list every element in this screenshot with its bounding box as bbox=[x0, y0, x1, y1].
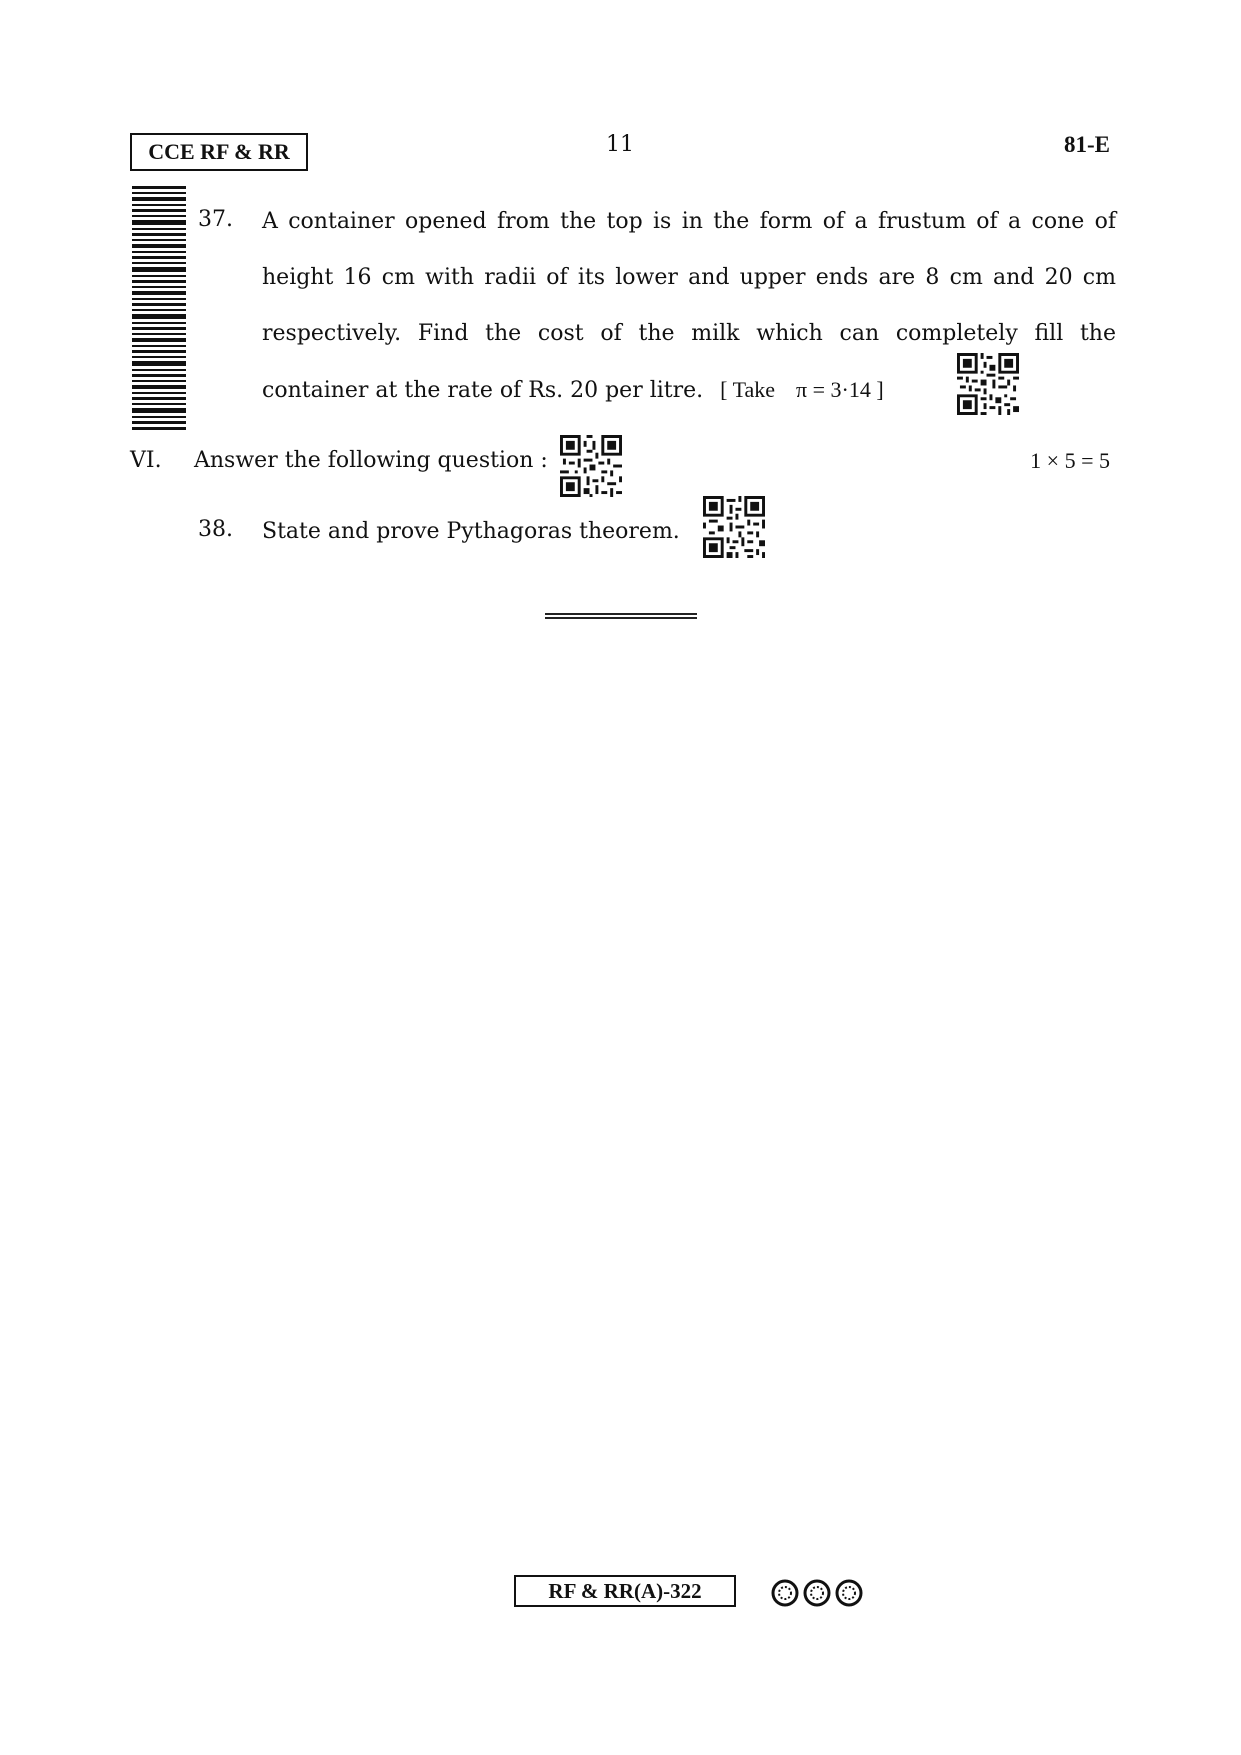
barcode-icon bbox=[132, 186, 186, 430]
qr-code-icon bbox=[560, 435, 622, 497]
question-37-line-4-text: container at the rate of Rs. 20 per litre. bbox=[262, 378, 704, 403]
ornament-icon bbox=[770, 1578, 864, 1608]
footer-code-box: RF & RR(A)-322 bbox=[514, 1575, 736, 1607]
question-37-line-3: respectively. Find the cost of the milk which can completely fill the bbox=[262, 321, 1116, 346]
qr-code-icon bbox=[703, 496, 765, 558]
qr-code-icon bbox=[957, 353, 1019, 415]
header-code-box: CCE RF & RR bbox=[130, 133, 308, 171]
question-37-line-4 bbox=[262, 375, 884, 406]
end-of-questions-rule bbox=[545, 613, 697, 619]
section-6-instruction: Answer the following question : bbox=[194, 448, 548, 473]
question-37-line-2: height 16 cm with radii of its lower and upper ends are 8 cm and 20 cm bbox=[262, 265, 1116, 290]
question-37-number: 37. bbox=[198, 207, 233, 232]
question-37-line-1: A container opened from the top is in the form of a frustum of a cone of bbox=[262, 209, 1116, 234]
question-38-number: 38. bbox=[198, 517, 233, 542]
question-37-pi-value: π = 3·14 ] bbox=[796, 377, 884, 402]
question-37-take-bracket: [ Take bbox=[720, 377, 776, 402]
page-number: 11 bbox=[606, 132, 634, 157]
paper-code: 81-E bbox=[1064, 132, 1110, 157]
question-38-text: State and prove Pythagoras theorem. bbox=[262, 519, 680, 544]
section-6-numeral: VI. bbox=[130, 448, 162, 473]
section-6-marks: 1 × 5 = 5 bbox=[1030, 448, 1110, 473]
